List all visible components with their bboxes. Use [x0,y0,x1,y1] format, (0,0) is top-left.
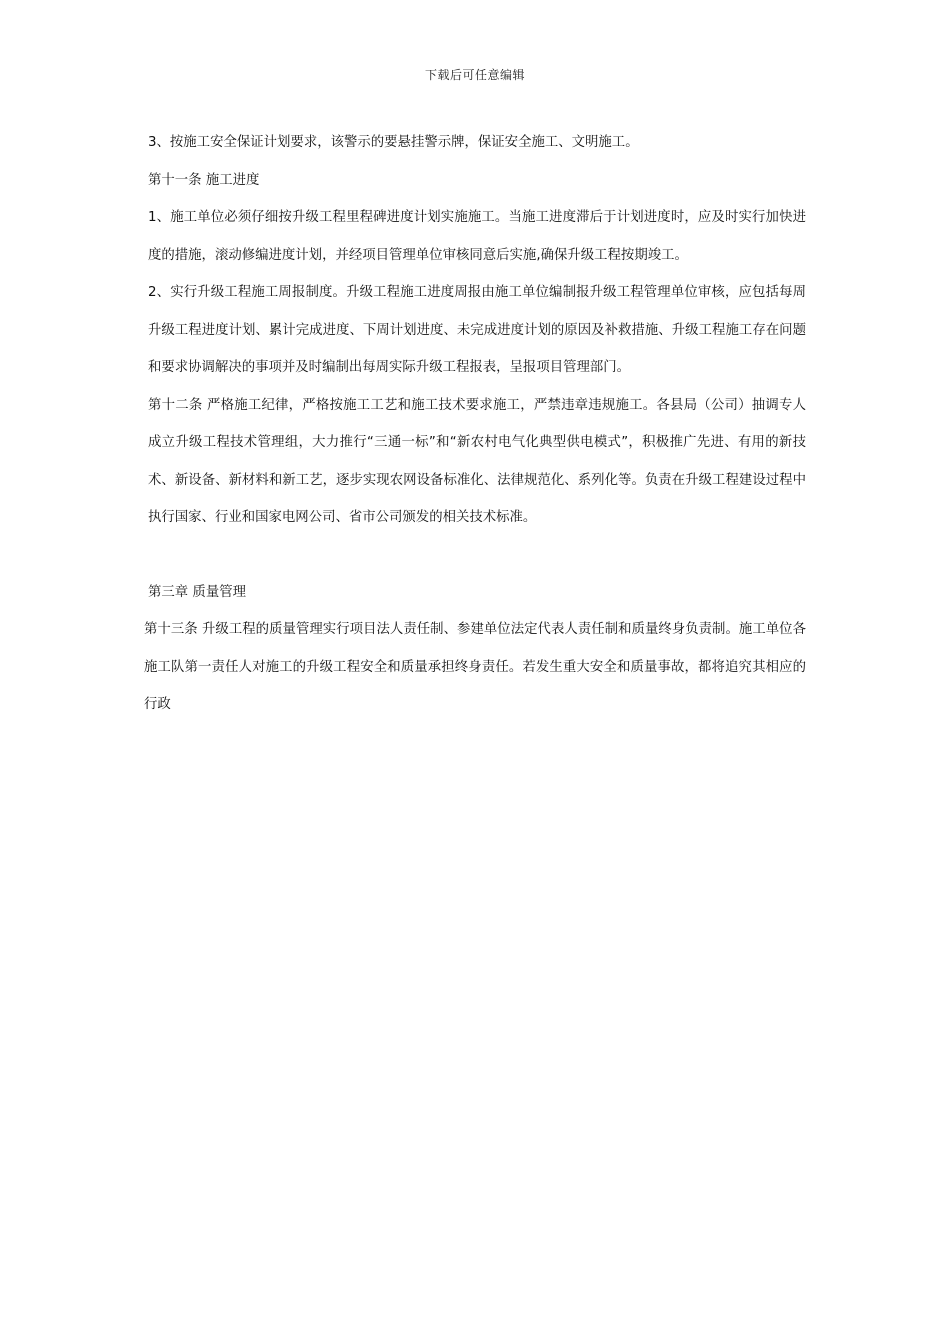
paragraph-safety-signs: 3、按施工安全保证计划要求，该警示的要悬挂警示牌，保证安全施工、文明施工。 [148,135,639,150]
paragraph-article-12: 第十二条 严格施工纪律，严格按施工工艺和施工技术要求施工，严禁违章违规施工。各县局（公司）抽调专人成立升级工程技术管理组，大力推行“三通一标”和“新农村电气化典型供电模式”，积极推广先进、有用的新技术、新设备、新材料和新工艺，逐步实现农网设备标准化、法律规范化、系列化等。负责在升级工程建设过程中执行国家、行业和国家电网公司、省市公司颁发的相关技术标准。 [148,397,806,525]
paragraph-article-13: 第十三条 升级工程的质量管理实行项目法人责任制、参建单位法定代表人责任制和质量终身负责制。施工单位各施工队第一责任人对施工的升级工程安全和质量承担终身责任。若发生重大安全和质量事故，都将追究其相应的行政 [144,622,806,712]
chapter-3-heading: 第三章 质量管理 [148,584,246,600]
section-gap [144,537,806,574]
document-body [144,124,806,724]
paragraph-weekly-report: 2、实行升级工程施工周报制度。升级工程施工进度周报由施工单位编制报升级工程管理单位审核，应包括每周升级工程进度计划、累计完成进度、下周计划进度、未完成进度计划的原因及补救措施、升级工程施工存在问题和要求协调解决的事项并及时编制出每周实际升级工程报表，呈报项目管理部门。 [148,285,806,375]
paragraph-progress-plan: 1、施工单位必须仔细按升级工程里程碑进度计划实施施工。当施工进度滞后于计划进度时，应及时实行加快进度的措施，滚动修编进度计划，并经项目管理单位审核同意后实施,确保升级工程按期竣工。 [148,210,806,263]
article-11-heading: 第十一条 施工进度 [148,172,260,188]
page-header: 下载后可任意编辑 [424,68,525,82]
